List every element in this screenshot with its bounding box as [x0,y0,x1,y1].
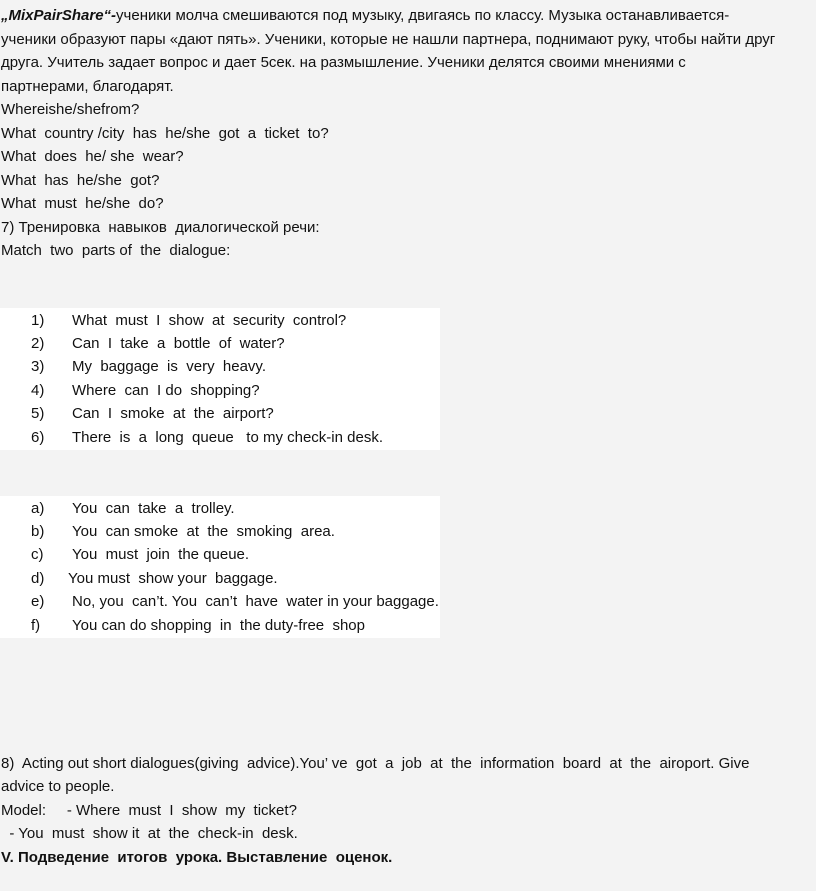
list-item-text: Can I smoke at the airport? [72,405,274,422]
list-item-text: Where can I do shopping? [72,382,260,399]
model-line-2: - You must show it at the check-in desk. [1,825,298,842]
list-item-text: You can take a trolley. [72,500,235,517]
section-7-heading: 7) Тренировка навыков диалогической речи: [1,219,320,236]
list-item-text: What must I show at security control? [72,312,347,329]
list-item-letter: e) [31,593,45,610]
list-item-text: There is a long queue to my check-in desk. [72,429,383,446]
list-item-letter: f) [31,617,41,634]
question-line: What must he/she do? [1,195,164,212]
list-item-number: 3) [31,358,45,375]
list-item-text: You can smoke at the smoking area. [72,523,335,540]
list-item-number: 4) [31,382,45,399]
list-item-letter: c) [31,546,44,563]
section-7-instruction: Match two parts of the dialogue: [1,242,231,259]
intro-text-1: ученики молча смешиваются под музыку, двигаясь по классу. Музыка останавливается- [116,7,730,24]
intro-line-3: друга. Учитель задает вопрос и дает 5сек. на размышление. Ученики делятся своими мнениями с [1,54,686,71]
section-5-heading: V. Подведение итогов урока. Выставление оценок. [1,849,393,866]
question-line: What has he/she got? [1,172,160,189]
list-item-text: You must show your baggage. [68,570,278,587]
answers-list [0,496,440,638]
list-item-text: My baggage is very heavy. [72,358,266,375]
question-line: What does he/ she wear? [1,148,184,165]
list-item-number: 6) [31,429,45,446]
intro-line-4: партнерами, благодарят. [1,78,174,95]
section-8-line-2: advice to people. [1,778,115,795]
model-line-1: Model: - Where must I show my ticket? [1,802,297,819]
list-item-text: Can I take a bottle of water? [72,335,285,352]
list-item-letter: b) [31,523,45,540]
intro-line-2: ученики образуют пары «дают пять». Ученики, которые не нашли партнера, поднимают руку, чтобы найти друг [1,31,776,48]
question-line: What country /city has he/she got a ticket to? [1,125,329,142]
mixpairshare-term: „MixPairShare“- [1,7,117,24]
list-item-letter: a) [31,500,45,517]
intro-line-1 [1,6,729,26]
list-item-number: 2) [31,335,45,352]
section-8-line-1: 8) Acting out short dialogues(giving advice).You’ ve got a job at the information board at the airoport. Give [1,755,750,772]
list-item-text: You must join the queue. [72,546,250,563]
questions-list [0,308,440,450]
list-item-number: 1) [31,312,45,329]
list-item-letter: d) [31,570,45,587]
question-line: Whereishe/shefrom? [1,101,140,118]
list-item-number: 5) [31,405,45,422]
list-item-text: No, you can’t. You can’t have water in your baggage. [72,593,439,610]
list-item-text: You can do shopping in the duty-free shop [72,617,365,634]
